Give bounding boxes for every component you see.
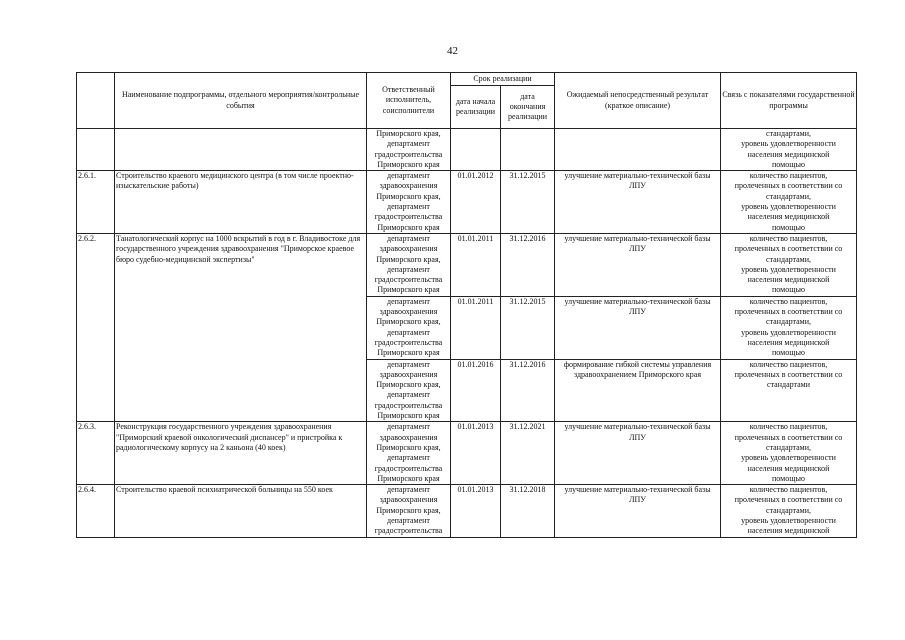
header-start: дата начала реализации [451,86,501,129]
row-start-date: 01.01.2011 [451,233,501,296]
table-row [77,171,857,234]
row-executor: департамент здравоохранения Приморского края, департамент градостроительства Приморского края [367,359,451,422]
page-number: 42 [447,45,458,57]
row-link: количество пациентов, пролеченных в соответствии со стандартами, уровень удовлетворенности населения медицинской помощью [721,296,857,359]
row-result: формирование гибкой системы управления здравоохранением Приморского края [555,359,721,422]
row-link: стандартами, уровень удовлетворенности населения медицинской помощью [721,129,857,171]
row-link: количество пациентов, пролеченных в соответствии со стандартами [721,359,857,422]
table-row [77,233,857,296]
row-end-date [501,129,555,171]
table-row [77,129,857,171]
row-end-date: 31.12.2015 [501,296,555,359]
row-executor: департамент здравоохранения Приморского края, департамент градостроительства Приморского края [367,233,451,296]
header-link: Связь с показателями государственной программы [721,73,857,129]
row-result: улучшение материально-технической базы ЛПУ [555,485,721,537]
row-name: Строительство краевого медицинского центра (в том числе проектно-изыскательские работы) [115,171,367,234]
row-link: количество пациентов, пролеченных в соответствии со стандартами, уровень удовлетворенности населения медицинской помощью [721,171,857,234]
header-term: Срок реализации [451,73,555,86]
row-number: 2.6.3. [77,422,115,485]
row-end-date: 31.12.2018 [501,485,555,537]
row-name: Строительство краевой психиатрической больницы на 550 коек [115,485,367,537]
row-name: Реконструкция государственного учреждения здравоохранения "Приморский краевой онкологический диспансер" и пристройка к радиологическому корпусу на 2 каньона (40 коек) [115,422,367,485]
row-link: количество пациентов, пролеченных в соответствии со стандартами, уровень удовлетворенности населения медицинской помощью [721,233,857,296]
row-result: улучшение материально-технической базы ЛПУ [555,296,721,359]
row-end-date: 31.12.2021 [501,422,555,485]
row-start-date: 01.01.2011 [451,296,501,359]
row-executor: Приморского края, департамент градостроительства Приморского края [367,129,451,171]
row-result: улучшение материально-технической базы ЛПУ [555,171,721,234]
header-number [77,73,115,129]
row-executor: департамент здравоохранения Приморского края, департамент градостроительства Приморского края [367,422,451,485]
row-start-date: 01.01.2013 [451,422,501,485]
program-table [76,72,857,538]
row-executor: департамент здравоохранения Приморского края, департамент градостроительства Приморского края [367,296,451,359]
table-row [77,422,857,485]
row-number: 2.6.2. [77,233,115,421]
header-result: Ожидаемый непосредственный результат (краткое описание) [555,73,721,129]
row-start-date: 01.01.2016 [451,359,501,422]
row-link: количество пациентов, пролеченных в соответствии со стандартами, уровень удовлетворенности населения медицинской помощью [721,422,857,485]
row-result: улучшение материально-технической базы ЛПУ [555,233,721,296]
header-end: дата окончания реализации [501,86,555,129]
table-row [77,485,857,537]
row-result [555,129,721,171]
row-result: улучшение материально-технической базы ЛПУ [555,422,721,485]
row-link: количество пациентов, пролеченных в соответствии со стандартами, уровень удовлетворенности населения медицинской [721,485,857,537]
row-number: 2.6.1. [77,171,115,234]
row-name: Танатологический корпус на 1000 вскрытий в год в г. Владивостоке для государственного учреждения здравоохранения "Приморское краевое бюро судебно-медицинской экспертизы" [115,233,367,421]
row-start-date: 01.01.2013 [451,485,501,537]
table-body [77,129,857,538]
row-number [77,129,115,171]
header-executor: Ответственный исполнитель, соисполнители [367,73,451,129]
row-start-date [451,129,501,171]
header-name: Наименование подпрограммы, отдельного мероприятия/контрольные события [115,73,367,129]
row-number: 2.6.4. [77,485,115,537]
row-start-date: 01.01.2012 [451,171,501,234]
row-executor: департамент здравоохранения Приморского края, департамент градостроительства [367,485,451,537]
row-executor: департамент здравоохранения Приморского края, департамент градостроительства Приморского края [367,171,451,234]
row-end-date: 31.12.2015 [501,171,555,234]
row-end-date: 31.12.2016 [501,359,555,422]
row-name [115,129,367,171]
row-end-date: 31.12.2016 [501,233,555,296]
